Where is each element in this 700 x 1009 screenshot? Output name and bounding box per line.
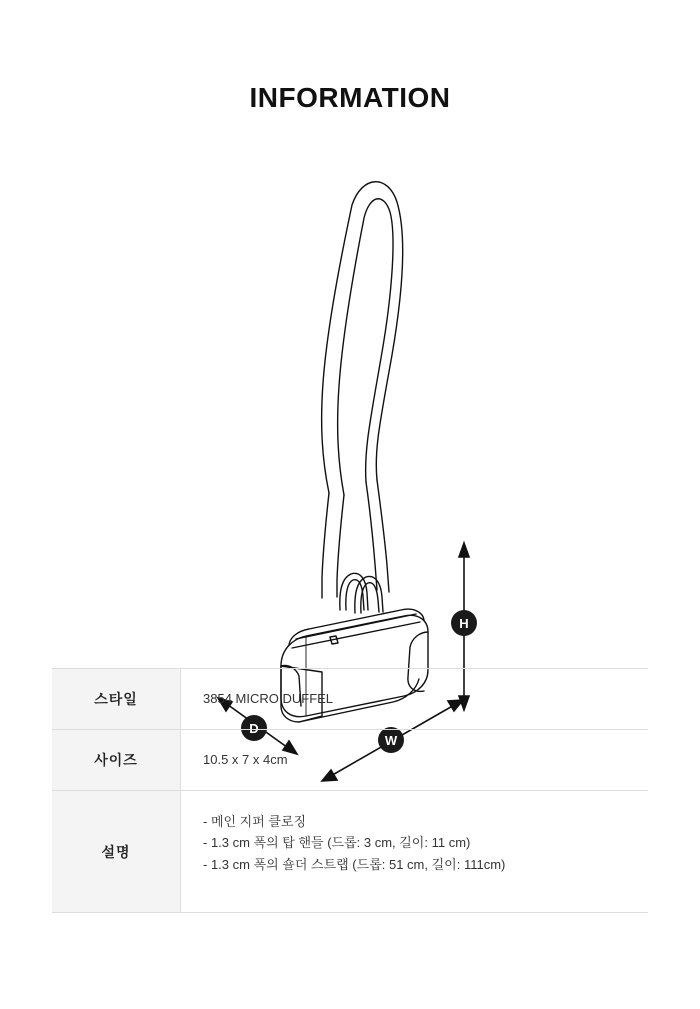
row-header-description: 설명 (52, 791, 181, 913)
description-line: - 1.3 cm 폭의 숄더 스트랩 (드롭: 51 cm, 길이: 111cm) (203, 856, 506, 872)
page-title: INFORMATION (249, 82, 451, 113)
table-row (52, 669, 648, 730)
width-label: W (384, 733, 398, 748)
table-row (52, 791, 648, 913)
table-row (52, 730, 648, 791)
row-header-style: 스타일 (52, 669, 181, 730)
row-value-description (181, 791, 649, 913)
row-value-size: 10.5 x 7 x 4cm (203, 752, 288, 768)
description-line: - 1.3 cm 폭의 탑 핸들 (드롭: 3 cm, 길이: 11 cm) (203, 835, 471, 851)
description-line: - 메인 지퍼 클로징 (203, 814, 307, 829)
specification-table (52, 668, 648, 913)
row-value-style: 3854 MICRO DUFFEL (203, 691, 334, 707)
height-label: H (459, 616, 469, 631)
depth-label: D (249, 721, 259, 736)
row-header-size: 사이즈 (52, 730, 181, 791)
